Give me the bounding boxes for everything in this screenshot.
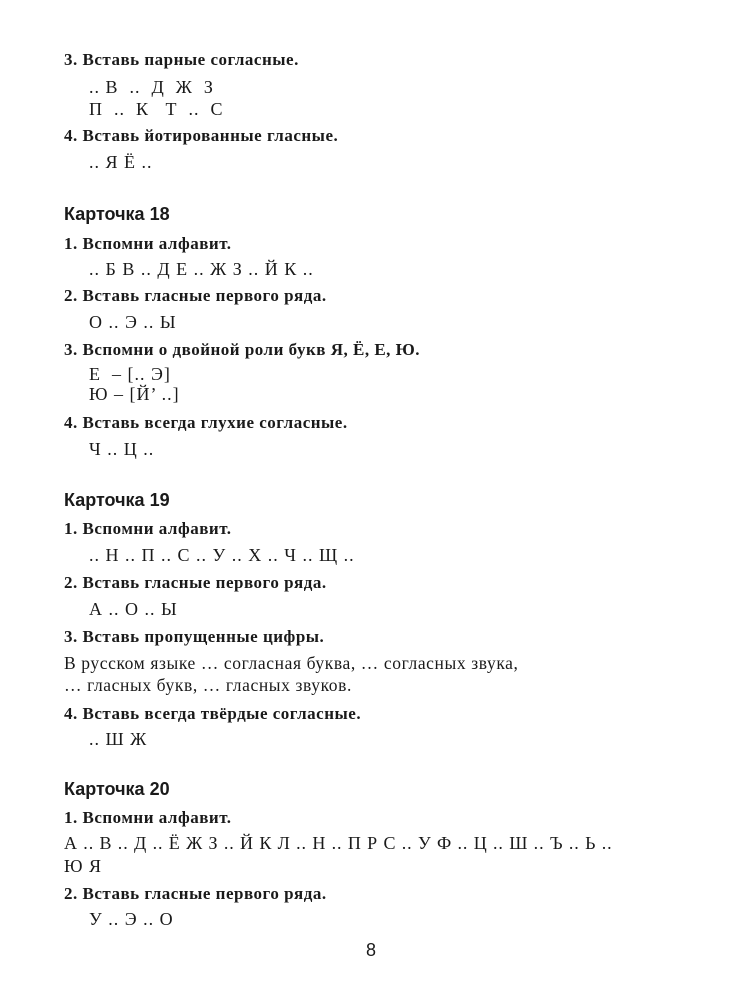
- card-title: Карточка 20: [64, 779, 170, 799]
- task-title: 2. Вставь гласные первого ряда.: [64, 286, 327, 305]
- task-title: 4. Вставь всегда твёрдые согласные.: [64, 704, 362, 723]
- task-answer-line: .. Я Ё ..: [89, 152, 153, 172]
- task-title: 1. Вспомни алфавит.: [64, 519, 232, 538]
- task-answer-line: .. Ш Ж: [89, 729, 148, 749]
- task-text-line: В русском языке … согласная буква, … согласных звука,: [64, 653, 519, 673]
- task-title: 1. Вспомни алфавит.: [64, 234, 232, 253]
- card-title: Карточка 19: [64, 490, 170, 510]
- task-title: 4. Вставь всегда глухие согласные.: [64, 413, 348, 432]
- task-title: 3. Вставь парные согласные.: [64, 50, 299, 69]
- task-answer-line: А .. В .. Д .. Ё Ж З .. Й К Л .. Н .. П Р С .. У Ф .. Ц .. Ш .. Ъ .. Ь ..: [64, 833, 613, 853]
- task-answer-line: Ю – [Й’ ..]: [89, 384, 180, 404]
- task-answer-line: Е – [.. Э]: [89, 364, 171, 384]
- task-answer-line: .. Б В .. Д Е .. Ж З .. Й К ..: [89, 259, 314, 279]
- card-title: Карточка 18: [64, 204, 170, 224]
- task-answer-line: .. Н .. П .. С .. У .. Х .. Ч .. Щ ..: [89, 545, 355, 565]
- task-title: 4. Вставь йотированные гласные.: [64, 126, 339, 145]
- task-answer-line: .. В .. Д Ж З: [89, 77, 214, 97]
- task-title: 2. Вставь гласные первого ряда.: [64, 573, 327, 592]
- task-title: 3. Вспомни о двойной роли букв Я, Ё, Е, Ю.: [64, 340, 421, 359]
- page-number: 8: [365, 940, 376, 960]
- task-answer-line: Ю Я: [64, 856, 103, 876]
- task-answer-line: П .. К Т .. С: [89, 99, 224, 119]
- task-answer-line: У .. Э .. О: [89, 909, 174, 929]
- task-answer-line: О .. Э .. Ы: [89, 312, 177, 332]
- task-title: 3. Вставь пропущенные цифры.: [64, 627, 325, 646]
- task-title: 2. Вставь гласные первого ряда.: [64, 884, 327, 903]
- task-answer-line: А .. О .. Ы: [89, 599, 178, 619]
- task-answer-line: Ч .. Ц ..: [89, 439, 155, 459]
- task-text-line: … гласных букв, … гласных звуков.: [64, 675, 352, 695]
- task-title: 1. Вспомни алфавит.: [64, 808, 232, 827]
